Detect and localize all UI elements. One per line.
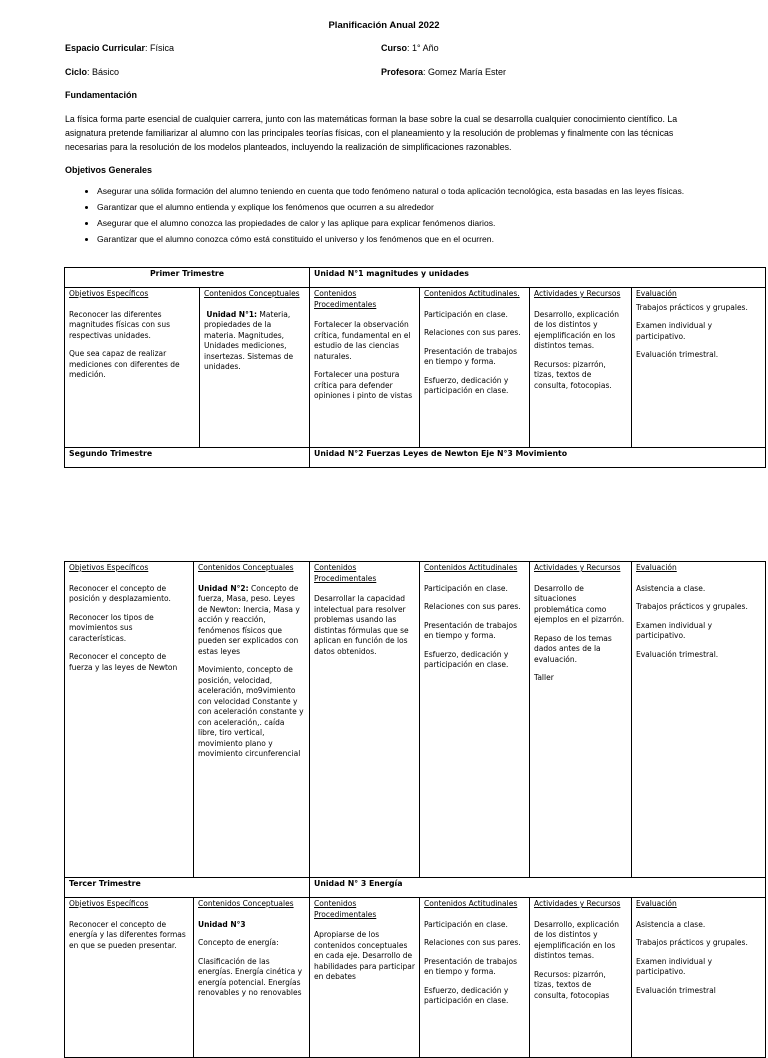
objetivos-especificos-cell: Objetivos Específicos Reconocer el concepto de posición y desplazamiento. Reconocer los tipos de movimientos sus características. Reconocer el concepto de fuerza y las leyes de Newton	[65, 562, 194, 878]
curso: Curso: 1° Año	[381, 43, 439, 53]
objetivos-especificos-cell: Objetivos Específicos Reconocer el concepto de energía y las diferentes formas en que se pueden presentar.	[65, 898, 194, 1058]
trimestre-1-title: Primer Trimestre	[65, 268, 310, 288]
contenidos-conceptuales-cell: Contenidos Conceptuales Unidad N°3 Concepto de energía: Clasificación de las energías. Energía cinética y energía potencial. Energías renovables y no renovables	[194, 898, 310, 1058]
evaluacion-cell: Evaluación Asistencia a clase. Trabajos prácticos y grupales. Examen individual y participativo. Evaluación trimestral	[632, 898, 766, 1058]
unidad-1-title: Unidad N°1 magnitudes y unidades	[310, 268, 766, 288]
profesora: Profesora: Gomez María Ester	[381, 67, 507, 77]
fundamentacion-text: La física forma parte esencial de cualquier carrera, junto con las matemáticas forman la base sobre la cual se desarrolla cualquier conocimiento científico. La asignatura pretende familiarizar al alumno con las principales teorías físicas, con el planeamiento y la resolución de problemas y finalmente con las técnicas necesarias para la resolución de los modelos planteados, incluyendo la realización de simplificaciones razonables.	[65, 114, 678, 152]
actividades-recursos-cell: Actividades y Recursos Desarrollo de situaciones problemática como ejemplos en el pizarrón. Repaso de los temas dados antes de la evaluación. Taller	[530, 562, 632, 878]
objetivos-especificos-cell: Objetivos Específicos Reconocer las diferentes magnitudes físicas con sus respectivas unidades. Que sea capaz de realizar mediciones con diferentes de medición.	[65, 288, 200, 448]
list-item: • Asegurar una sólida formación del alumno teniendo en cuenta que todo fenómeno natural o toda aplicación tecnológica, esta basadas en las leyes físicas.	[97, 185, 737, 199]
contenidos-conceptuales-cell: Contenidos Conceptuales Unidad N°2: Concepto de fuerza, Masa, peso. Leyes de Newton: Inercia, Masa y acción y reacción, fenómenos físicos que pueden ser explicados con estas leyes Movimiento, concepto de posición, velocidad, aceleración, mo9vimiento con velocidad Constante y con aceleración constante y con aceleración,. caída libre, tiro vertical, movimiento plano y movimiento circunferencial	[194, 562, 310, 878]
contenidos-actitudinales-cell: Contenidos Actitudinales Participación en clase. Relaciones con sus pares. Presentación de trabajos en tiempo y forma. Esfuerzo, dedicación y participación en clase.	[420, 562, 530, 878]
contenidos-actitudinales-cell: Contenidos Actitudinales Participación en clase. Relaciones con sus pares. Presentación de trabajos en tiempo y forma. Esfuerzo, dedicación y participación en clase.	[420, 898, 530, 1058]
espacio-curricular: Espacio Curricular: Física	[65, 43, 175, 53]
unidad-3-title: Unidad N° 3 Energía	[310, 878, 766, 898]
list-item: • Garantizar que el alumno entienda y explique los fenómenos que ocurren a su alrededor	[97, 201, 737, 215]
trimestre-2-title: Segundo Trimestre	[65, 448, 310, 468]
contenidos-procedimentales-cell: Contenidos Procedimentales Apropiarse de los contenidos conceptuales en cada eje. Desarrollo de habilidades para participar en debates	[310, 898, 420, 1058]
list-item: • Garantizar que el alumno conozca cómo está constituido el universo y los fenómenos que en el ocurren.	[97, 233, 737, 247]
objetivos-generales-heading: Objetivos Generales	[65, 165, 153, 175]
contenidos-procedimentales-cell: Contenidos Procedimentales Desarrollar la capacidad intelectual para resolver problemas usando las distintas fórmulas que se aplican en función de los datos obtenidos.	[310, 562, 420, 878]
document-title: Planificación Anual 2022	[328, 20, 440, 31]
table-primer-trimestre	[64, 267, 766, 468]
contenidos-procedimentales-cell: Contenidos Procedimentales Fortalecer la observación crítica, fundamental en el estudio de las ciencias naturales. Fortalecer una postura crítica para defender opiniones i pinto de vistas	[310, 288, 420, 448]
objetivos-generales-list	[65, 185, 737, 249]
contenidos-actitudinales-cell: Contenidos Actitudinales. Participación en clase. Relaciones con sus pares. Presentación de trabajos en tiempo y forma. Esfuerzo, dedicación y participación en clase.	[420, 288, 530, 448]
contenidos-conceptuales-cell: Contenidos Conceptuales Unidad N°1: Materia, propiedades de la materia. Magnitudes, Unidades mediciones, insertezas. Sistemas de unidades.	[200, 288, 310, 448]
ciclo: Ciclo: Básico	[65, 67, 120, 77]
evaluacion-cell: Evaluación Asistencia a clase. Trabajos prácticos y grupales. Examen individual y participativo. Evaluación trimestral.	[632, 562, 766, 878]
trimestre-3-title: Tercer Trimestre	[65, 878, 310, 898]
actividades-recursos-cell: Actividades y Recursos Desarrollo, explicación de los distintos y ejemplificación en los distintos temas. Recursos: pizarrón, tizas, textos de consulta, fotocopias.	[530, 288, 632, 448]
fundamentacion-heading: Fundamentación	[65, 90, 138, 100]
list-item: • Asegurar que el alumno conozca las propiedades de calor y las aplique para explicar fenómenos diarios.	[97, 217, 737, 231]
unidad-2-title: Unidad N°2 Fuerzas Leyes de Newton Eje N°3 Movimiento	[310, 448, 766, 468]
evaluacion-cell: Evaluación Trabajos prácticos y grupales. Examen individual y participativo. Evaluación trimestral.	[632, 288, 766, 448]
actividades-recursos-cell: Actividades y Recursos Desarrollo, explicación de los distintos y ejemplificación en los distintos temas. Recursos: pizarrón, tizas, textos de consulta, fotocopias	[530, 898, 632, 1058]
table-segundo-tercer-trimestre	[64, 561, 766, 1058]
